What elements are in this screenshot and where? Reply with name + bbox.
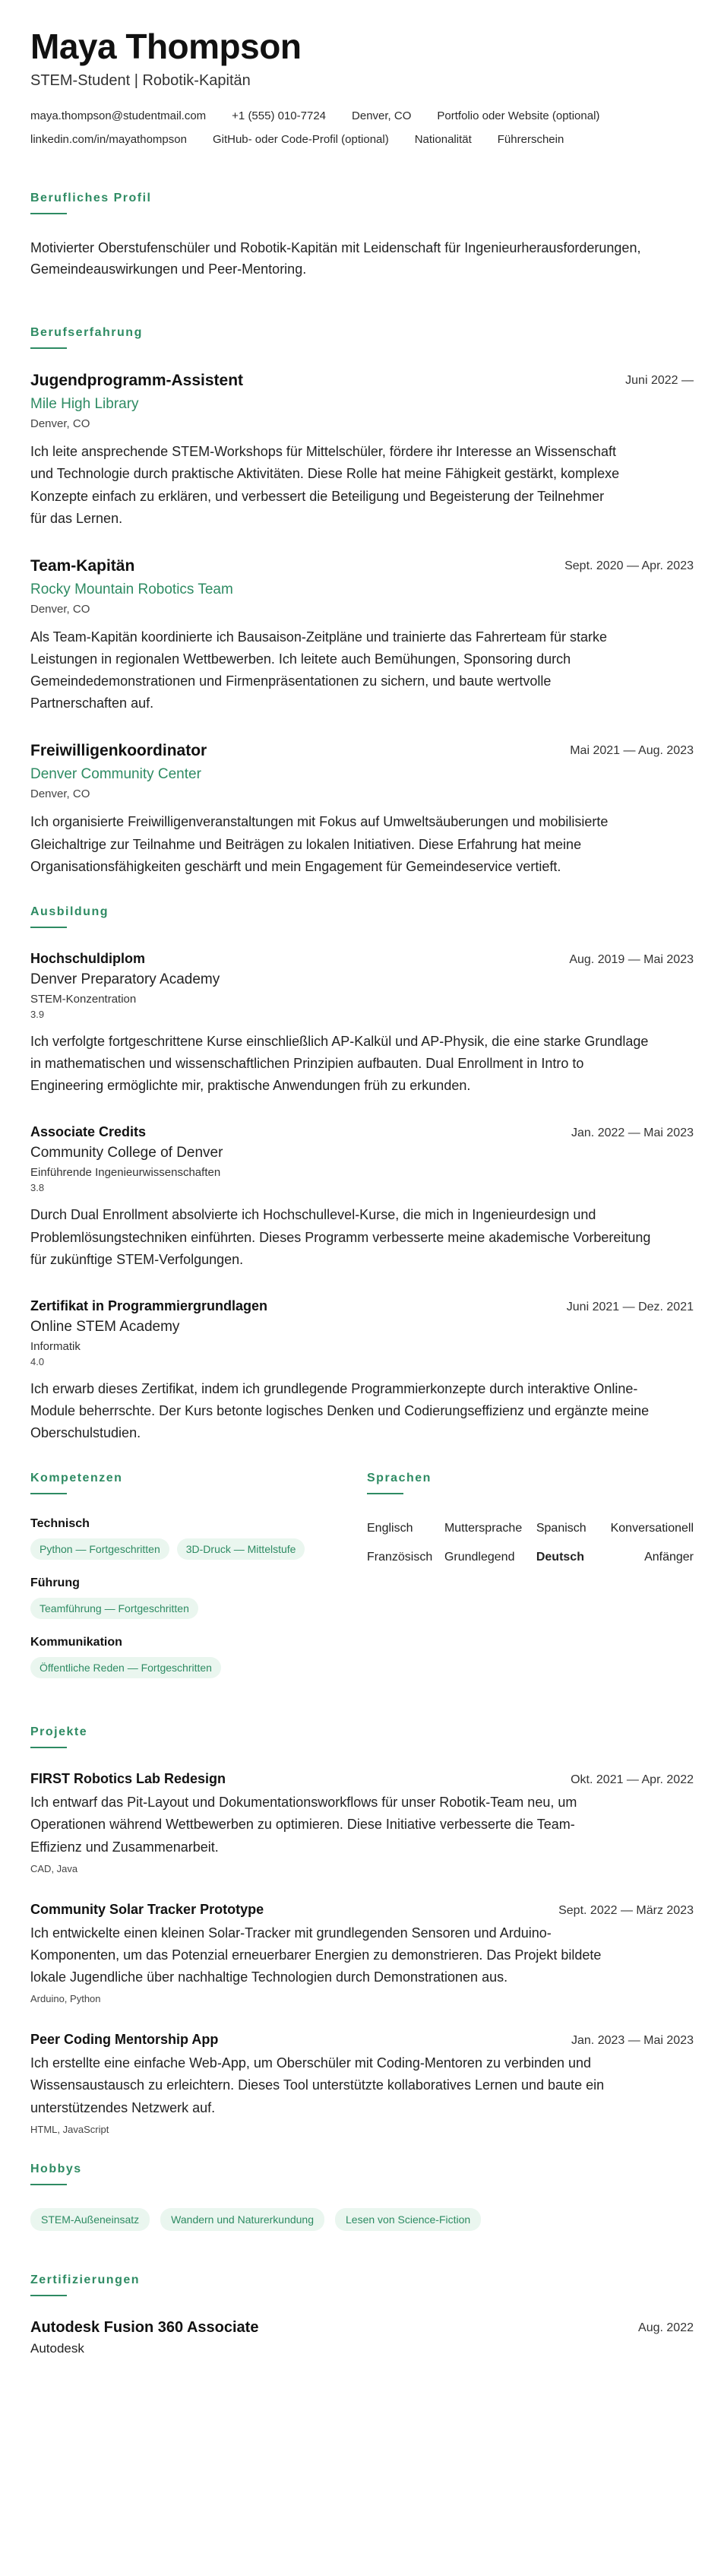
language-level: Grundlegend: [444, 1551, 515, 1564]
project-entry: [30, 1902, 694, 2004]
skill-group: [30, 1576, 365, 1619]
job-date: Sept. 2020 — Apr. 2023: [564, 559, 694, 572]
job-description: Als Team-Kapitän koordinierte ich Bausaison-Zeitpläne und trainierte das Fahrerteam für starke Leistungen in regionalen Wettbewerben. Ich leitete auch Bemühungen, Sponsoring durch Gemeindedemonstrationen und Firmenpräsentationen zu sichern, und baute wertvolle Partnerschaften auf.: [30, 629, 608, 711]
project-description: Ich entwickelte einen kleinen Solar-Tracker mit grundlegenden Sensoren und Arduino-Komponenten, um das Potenzial erneuerbarer Energien zu demonstrieren. Das Projekt bildete lokale Jugendliche über nachhaltige Technologien durch Demonstrationen aus.: [30, 1925, 602, 1985]
section-title: Berufliches Profil: [30, 191, 152, 204]
language-row: [367, 1546, 694, 1575]
section-rule: [367, 1493, 403, 1494]
contact-email[interactable]: maya.thompson@studentmail.com: [30, 109, 207, 122]
contact-location: Denver, CO: [352, 109, 412, 122]
concentration: Informatik: [30, 1339, 81, 1353]
language-level: Anfänger: [644, 1551, 694, 1564]
contact-phone[interactable]: +1 (555) 010-7724: [232, 109, 327, 122]
hobby-tag: Lesen von Science-Fiction: [335, 2208, 481, 2231]
grade: 3.9: [30, 1008, 45, 1020]
project-tech: Arduino, Python: [30, 1993, 101, 2005]
institution: Denver Preparatory Academy: [30, 971, 220, 987]
education-description: Ich erwarb dieses Zertifikat, indem ich grundlegende Programmierkonzepte durch interaktive Online-Module beherrschte. Der Kurs betonte logisches Denken und Codierungseffizienz und ergänzte meine Oberschulstudien.: [30, 1380, 650, 1441]
job-org: Denver Community Center: [30, 766, 201, 783]
languages-table: [367, 1517, 694, 1575]
experience-section: [30, 326, 694, 878]
skill-category: Führung: [30, 1576, 80, 1590]
section-rule: [30, 2295, 67, 2296]
job-title: Team-Kapitän: [30, 556, 135, 575]
skill-tag: Teamführung — Fortgeschritten: [30, 1598, 198, 1619]
section-title: Kompetenzen: [30, 1472, 123, 1485]
experience-entry: [30, 372, 694, 530]
language-row: [367, 1517, 694, 1546]
institution: Community College of Denver: [30, 1145, 223, 1161]
project-date: Jan. 2023 — Mai 2023: [571, 2034, 694, 2048]
language-level: Konversationell: [610, 1522, 694, 1535]
contact-linkedin[interactable]: linkedin.com/in/mayathompson: [30, 132, 187, 146]
candidate-name: Maya Thompson: [30, 27, 302, 66]
skill-tag: Python — Fortgeschritten: [30, 1538, 169, 1560]
project-date: Okt. 2021 — Apr. 2022: [571, 1773, 694, 1787]
section-title: Ausbildung: [30, 905, 109, 918]
grade: 4.0: [30, 1355, 45, 1367]
language-level: Muttersprache: [444, 1522, 523, 1535]
skill-category: Technisch: [30, 1517, 90, 1531]
project-entry: [30, 1771, 694, 1874]
skill-group: [30, 1636, 365, 1678]
job-description: Ich leite ansprechende STEM-Workshops für Mittelschüler, fördere ihr Interesse an Wissenschaft und Technologie durch praktische Aktivitäten. Diese Rolle hat meine Fähigkeit gestärkt, komplexe Konzepte einfach zu erklären, und verbessert die Beteiligung und Begeisterung der Teilnehmer für das Lernen.: [30, 444, 620, 526]
job-org: Rocky Mountain Robotics Team: [30, 581, 233, 597]
language-name: Englisch: [367, 1522, 413, 1535]
profile-section: [30, 192, 694, 281]
section-title: Projekte: [30, 1725, 88, 1739]
section-title: Zertifizierungen: [30, 2273, 141, 2286]
degree-title: Zertifikat in Programmiergrundlagen: [30, 1298, 268, 1313]
experience-entry: [30, 742, 694, 877]
projects-section: [30, 1725, 694, 2134]
skill-tag: Öffentliche Reden — Fortgeschritten: [30, 1657, 221, 1678]
section-rule: [30, 1747, 67, 1748]
project-description: Ich erstellte eine einfache Web-App, um Oberschüler mit Coding-Mentoren zu verbinden und Wissensaustausch zu erleichtern. Dieses Tool unterstützte kollaboratives Lernen und baute ein unterstützendes Netzwerk auf.: [30, 2055, 605, 2115]
project-description: Ich entwarf das Pit-Layout und Dokumentationsworkflows für unser Robotik-Team neu, um Operationen während Wettbewerben zu optimieren. Diese Initiative verbesserte die Team-Effizienz und Zusammenarbeit.: [30, 1795, 577, 1855]
section-rule: [30, 1493, 67, 1494]
project-tech: HTML, JavaScript: [30, 2123, 109, 2135]
job-location: Denver, CO: [30, 602, 90, 616]
section-rule: [30, 2184, 67, 2185]
contact-license: Führerschein: [497, 132, 564, 146]
section-title: Hobbys: [30, 2162, 82, 2175]
education-description: Ich verfolgte fortgeschrittene Kurse einschließlich AP-Kalkül und AP-Physik, die eine starke Grundlage in mathematischen und wissenschaftlichen Prinzipien aufbauten. Dual Enrollment in Intro to Engineering ermöglichte mir, praktische Anwendungen früh zu erkunden.: [30, 1033, 649, 1094]
language-name: Französisch: [367, 1551, 433, 1564]
education-date: Jan. 2022 — Mai 2023: [571, 1126, 694, 1140]
job-date: Mai 2021 — Aug. 2023: [570, 744, 694, 758]
concentration: STEM-Konzentration: [30, 992, 137, 1006]
education-entry: [30, 951, 694, 1097]
contact-github[interactable]: GitHub- oder Code-Profil (optional): [212, 132, 389, 146]
contact-nationality: Nationalität: [414, 132, 472, 146]
hobby-tags: [30, 2208, 694, 2231]
job-description: Ich organisierte Freiwilligenveranstaltungen mit Fokus auf Umweltsäuberungen und mobilisierte Gleichaltrige zur Teilnahme und Beiträgen zu lokalen Initiativen. Diese Erfahrung hat meine Organisationsfähigkeiten geschärft und mein Engagement für Gemeindeservice vertieft.: [30, 814, 609, 874]
hobby-tag: Wandern und Naturerkundung: [160, 2208, 324, 2231]
concentration: Einführende Ingenieurwissenschaften: [30, 1166, 221, 1180]
experience-entry: [30, 557, 694, 715]
job-date: Juni 2022 —: [625, 374, 694, 388]
job-location: Denver, CO: [30, 787, 90, 801]
institution: Online STEM Academy: [30, 1318, 180, 1335]
skills-languages-row: [30, 1472, 694, 1695]
section-rule: [30, 347, 67, 349]
education-description: Durch Dual Enrollment absolvierte ich Hochschullevel-Kurse, die mich in Ingenieurdesign und Problemlösungstechniken einführten. Dieses Programm verbesserte meine akademische Vorbereitung für zukünftige STEM-Verfolgungen.: [30, 1207, 651, 1267]
project-date: Sept. 2022 — März 2023: [558, 1903, 694, 1917]
hobbies-section: [30, 2163, 694, 2231]
education-date: Aug. 2019 — Mai 2023: [569, 952, 694, 966]
contact-portfolio[interactable]: Portfolio oder Website (optional): [437, 109, 600, 122]
education-entry: [30, 1124, 694, 1270]
section-rule: [30, 213, 67, 214]
job-location: Denver, CO: [30, 417, 90, 431]
language-name: Deutsch: [536, 1551, 584, 1564]
job-title: Jugendprogramm-Assistent: [30, 372, 244, 390]
language-name: Spanisch: [536, 1522, 586, 1535]
section-title: Sprachen: [367, 1472, 432, 1485]
certification-org: Autodesk: [30, 2340, 84, 2356]
resume-header: [30, 27, 694, 146]
degree-title: Hochschuldiplom: [30, 950, 146, 966]
certification-title: Autodesk Fusion 360 Associate: [30, 2318, 259, 2336]
project-title: Community Solar Tracker Prototype: [30, 1901, 264, 1917]
grade: 3.8: [30, 1182, 45, 1194]
education-date: Juni 2021 — Dez. 2021: [566, 1300, 694, 1313]
section-title: Berufserfahrung: [30, 326, 143, 340]
project-entry: [30, 2032, 694, 2134]
section-rule: [30, 927, 67, 928]
skill-category: Kommunikation: [30, 1636, 122, 1649]
certification-entry: [30, 2319, 694, 2356]
contact-list: [30, 109, 694, 146]
project-title: FIRST Robotics Lab Redesign: [30, 1771, 226, 1787]
candidate-subtitle: STEM-Student | Robotik-Kapitän: [30, 71, 251, 89]
degree-title: Associate Credits: [30, 1124, 147, 1140]
job-title: Freiwilligenkoordinator: [30, 742, 207, 760]
certifications-section: [30, 2273, 694, 2356]
skill-tag: 3D-Druck — Mittelstufe: [177, 1538, 305, 1560]
project-tech: CAD, Java: [30, 1862, 78, 1874]
certification-date: Aug. 2022: [638, 2321, 694, 2334]
profile-text: Motivierter Oberstufenschüler und Robotik-Kapitän mit Leidenschaft für Ingenieurherausforderungen, Gemeindeauswirkungen und Peer-Mentoring.: [30, 239, 641, 277]
languages-section: [367, 1472, 694, 1695]
job-org: Mile High Library: [30, 396, 139, 413]
education-entry: [30, 1298, 694, 1444]
hobby-tag: STEM-Außeneinsatz: [30, 2208, 150, 2231]
project-title: Peer Coding Mentorship App: [30, 2032, 219, 2048]
education-section: [30, 905, 694, 1444]
skill-group: [30, 1517, 365, 1560]
skills-section: [30, 1472, 365, 1695]
